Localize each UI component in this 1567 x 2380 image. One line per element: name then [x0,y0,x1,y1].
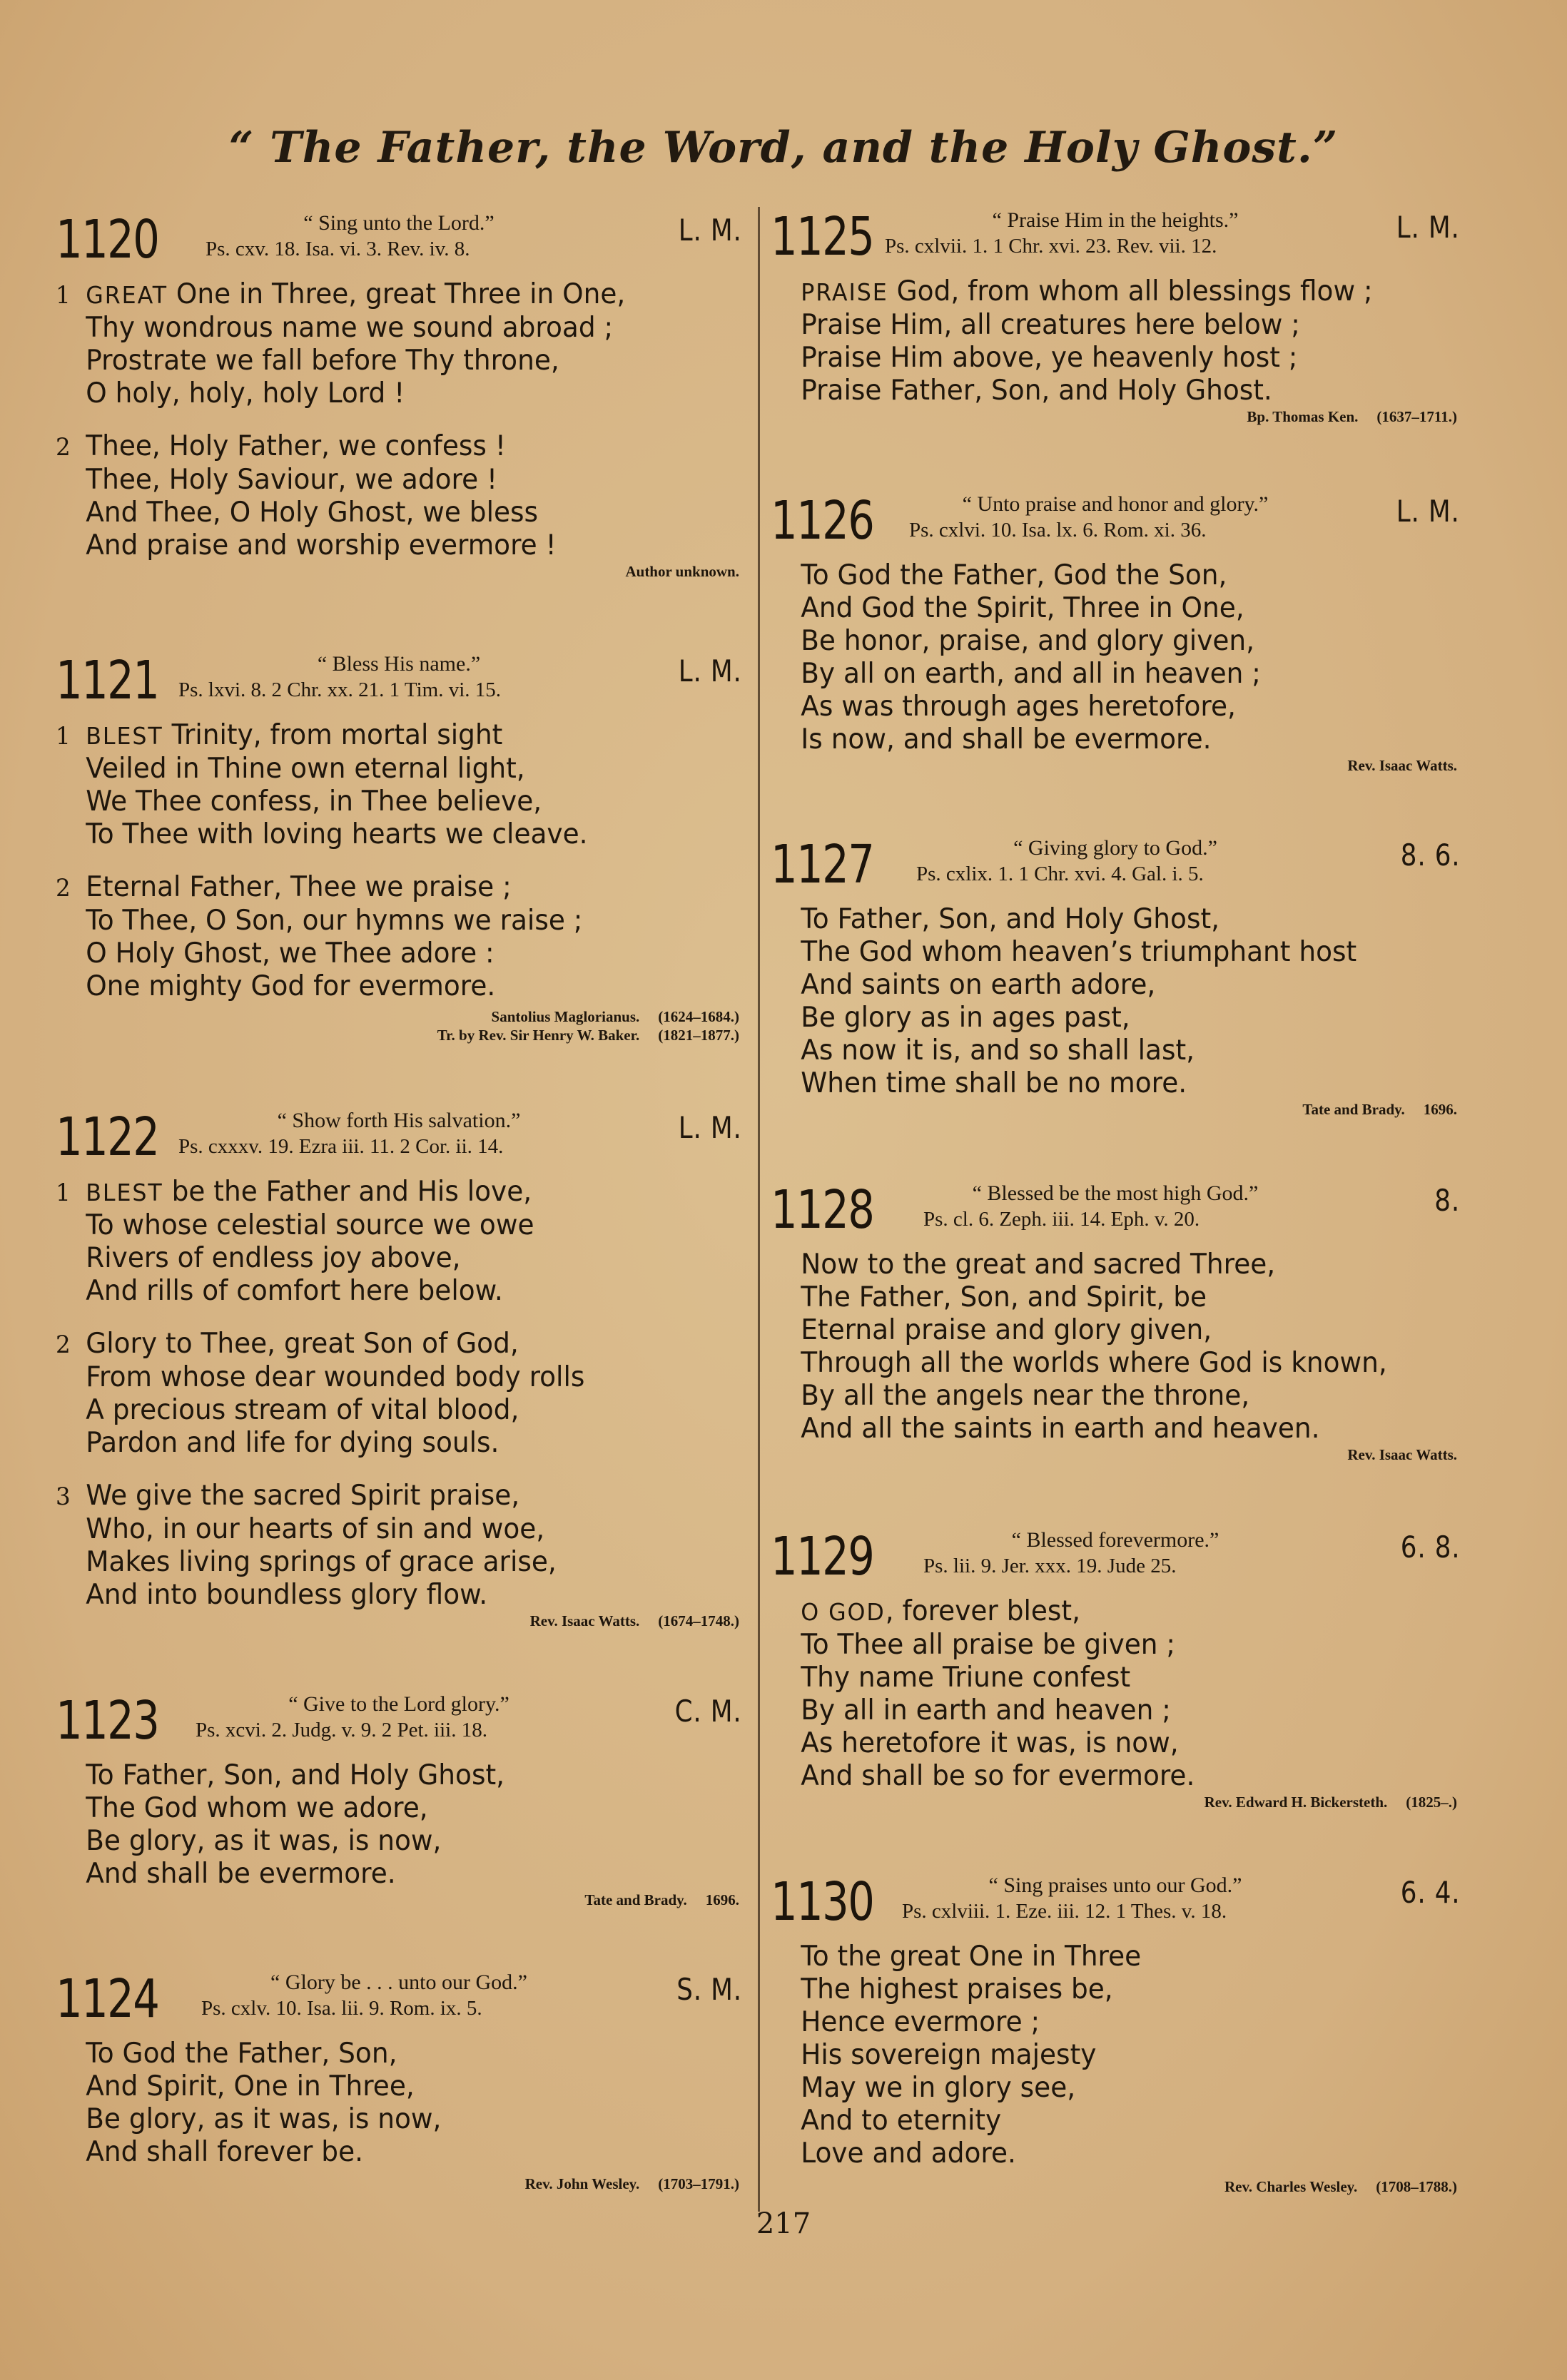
verse-line: Be glory, as it was, is now, [86,2103,442,2135]
meter: L. M. [679,654,742,688]
attribution [56,1026,742,1044]
scripture-refs: Ps. cxlvii. 1. 1 Chr. xvi. 23. Rev. vii. 12. [885,235,1217,258]
hymn-number: 1122 [56,1107,159,1168]
verse-line: To Thee with loving hearts we cleave. [86,818,588,850]
hymn-number: 1127 [771,834,874,895]
meter: L. M. [1396,210,1460,245]
meter: L. M. [1396,494,1460,529]
verse-line: His sovereign majesty [801,2039,1097,2071]
verse-line: The God whom heaven’s triumphant host [801,936,1357,968]
attribution [771,2177,1460,2196]
author-name: Rev. John Wesley. [524,2175,640,2192]
meter: 6. 4. [1400,1875,1460,1910]
verse-line: And shall be so for evermore. [801,1760,1195,1792]
verse-line: Praise Father, Son, and Holy Ghost. [801,375,1272,407]
hymn-subtitle: “ Sing praises unto our God.” [988,1873,1242,1897]
verse-line: O GOD [801,1598,886,1626]
verse-line: By all the angels near the throne, [801,1380,1250,1412]
verse-line: From whose dear wounded body rolls [86,1361,585,1393]
verse-line: The highest praises be, [801,1973,1113,2005]
author-dates: (1624–1684.) [658,1008,739,1025]
verse-line: O Holy Ghost, we Thee adore : [86,937,495,970]
hymn-subtitle: “ Sing unto the Lord.” [303,211,495,235]
scripture-refs: Ps. cxlvi. 10. Isa. lx. 6. Rom. xi. 36. [909,519,1207,541]
hymn-subtitle: “ Glory be . . . unto our God.” [270,1970,527,1994]
hymn-subtitle: “ Show forth His salvation.” [277,1109,521,1132]
verse-line: Praise Him, all creatures here below ; [801,309,1300,341]
verse-line: Now to the great and sacred Three, [801,1249,1276,1281]
verse-line: As now it is, and so shall last, [801,1034,1195,1067]
translator-name: Tr. by Rev. Sir Henry W. Baker. [437,1027,640,1044]
scripture-refs: Ps. xcvi. 2. Judg. v. 9. 2 Pet. iii. 18. [196,1719,487,1741]
verse-line: Thy name Triune confest [801,1662,1131,1694]
verse [56,1176,742,1308]
author-dates: (1708–1788.) [1376,2178,1457,2195]
hymn-1126 [771,491,1460,775]
attribution: Rev. Isaac Watts. [1347,757,1457,774]
hymn-subtitle: “ Blessed forevermore.” [1011,1528,1219,1552]
page-title: “ The Father, the Word, and the Holy Ghost.” [228,123,1339,173]
verse-line: By all in earth and heaven ; [801,1694,1171,1726]
verse-line: Be honor, praise, and glory given, [801,625,1255,657]
verse-line: To whose celestial source we owe [86,1209,534,1241]
hymn-1130 [771,1872,1460,2196]
verse [56,278,742,410]
verse [56,430,742,562]
verse-line: Veiled in Thine own eternal light, [86,753,525,785]
hymn-subtitle: “ Giving glory to God.” [1013,836,1217,860]
verse-line: To Thee all praise be given ; [801,1629,1176,1661]
verse-number: 2 [56,433,71,462]
hymn-1120 [56,210,742,581]
hymn-number: 1124 [56,1968,159,2030]
verse-line: And praise and worship evermore ! [86,529,557,561]
verse-line: And all the saints in earth and heaven. [801,1413,1320,1445]
verse-line: Who, in our hearts of sin and woe, [86,1513,545,1545]
verse-line: Eternal Father, Thee we praise ; [86,871,512,903]
verse-line: The Father, Son, and Spirit, be [801,1281,1207,1313]
verse-line: And Thee, O Holy Ghost, we bless [86,497,539,529]
scripture-refs: Ps. cxlix. 1. 1 Chr. xvi. 4. Gal. i. 5. [916,863,1204,885]
verse-line: Rivers of endless joy above, [86,1242,461,1274]
verse-line: Trinity, from mortal sight [163,719,503,751]
verse-line: And shall forever be. [86,2136,364,2168]
verse-line: We give the sacred Spirit praise, [86,1480,520,1512]
verse-line: As was through ages heretofore, [801,691,1236,723]
hymn-1122 [56,1107,742,1630]
verse-line: Thee, Holy Saviour, we adore ! [86,464,498,496]
verse-line: Love and adore. [801,2137,1016,2170]
verse-line: Prostrate we fall before Thy throne, [86,345,559,377]
verse-line: Thee, Holy Father, we confess ! [86,430,506,462]
verse-line: The God whom we adore, [86,1792,428,1824]
meter: L. M. [679,1110,742,1145]
verse-line: Pardon and life for dying souls. [86,1427,499,1459]
verse [771,559,1460,756]
verse-line: To God the Father, Son, [86,2038,397,2070]
verse-line: Praise Him above, ye heavenly host ; [801,342,1298,374]
hymn-subtitle: “ Give to the Lord glory.” [288,1692,509,1716]
hymn-number: 1128 [771,1179,874,1241]
author-dates: (1703–1791.) [658,2175,739,2192]
verse [56,2038,742,2169]
scripture-refs: Ps. lxvi. 8. 2 Chr. xx. 21. 1 Tim. vi. 15. [178,678,502,701]
verse-line: BLEST [86,722,163,750]
hymn-number: 1129 [771,1526,874,1587]
verse-line: To Father, Son, and Holy Ghost, [86,1759,505,1791]
attribution: Author unknown. [625,563,739,580]
verse-line: Be glory, as it was, is now, [86,1825,442,1857]
verse-line: Through all the worlds where God is known, [801,1347,1387,1379]
verse-line: One in Three, great Three in One, [167,278,626,310]
author-name: Santolius Maglorianus. [491,1008,640,1025]
page-number: 217 [756,2207,811,2240]
meter: 6. 8. [1400,1530,1460,1565]
author-dates: 1696. [705,1891,739,1908]
translator-dates: (1821–1877.) [658,1027,739,1044]
verse-line: , forever blest, [885,1595,1080,1627]
verse-line: A precious stream of vital blood, [86,1394,519,1426]
attribution [771,407,1460,426]
verse [56,1480,742,1612]
hymn-number: 1125 [771,206,874,268]
verse-number: 2 [56,874,71,902]
hymn-number: 1121 [56,650,159,711]
verse [56,1328,742,1460]
author-dates: (1674–1748.) [658,1612,739,1629]
column-divider [758,207,760,2212]
verse [56,719,742,851]
meter: S. M. [676,1972,742,2007]
verse-line: And rills of comfort here below. [86,1275,503,1307]
verse [56,1759,742,1891]
hymn-1128 [771,1180,1460,1464]
author-dates: 1696. [1423,1101,1457,1118]
verse [56,871,742,1003]
verse-number: 1 [56,281,71,310]
attribution [56,1891,742,1909]
verse-line: To Thee, O Son, our hymns we raise ; [86,905,583,937]
scripture-refs: Ps. cxxxv. 19. Ezra iii. 11. 2 Cor. ii. 14. [178,1135,504,1158]
verse-line: Eternal praise and glory given, [801,1314,1212,1346]
hymn-1121 [56,651,742,1044]
verse [771,903,1460,1100]
scripture-refs: Ps. cl. 6. Zeph. iii. 14. Eph. v. 20. [923,1208,1200,1231]
hymn-number: 1130 [771,1871,874,1933]
hymn-subtitle: “ Blessed be the most high God.” [972,1181,1259,1205]
verse [771,1249,1460,1445]
verse-line: One mighty God for evermore. [86,970,496,1002]
verse-line: We Thee confess, in Thee believe, [86,785,542,818]
verse-line: When time shall be no more. [801,1067,1187,1099]
hymn-number: 1123 [56,1690,159,1751]
scripture-refs: Ps. lii. 9. Jer. xxx. 19. Jude 25. [923,1555,1177,1577]
verse-line: To Father, Son, and Holy Ghost, [801,903,1220,935]
verse-line: be the Father and His love, [163,1176,532,1208]
scripture-refs: Ps. cxlv. 10. Isa. lii. 9. Rom. ix. 5. [201,1997,482,2020]
scripture-refs: Ps. cxlviii. 1. Eze. iii. 12. 1 Thes. v. 18. [902,1900,1227,1923]
verse-line: To the great One in Three [801,1941,1142,1973]
verse-line: And into boundless glory flow. [86,1579,488,1611]
author-dates: (1825–.) [1406,1794,1457,1811]
author-dates: (1637–1711.) [1376,408,1457,425]
verse-line: Hence evermore ; [801,2006,1040,2038]
attribution [771,1100,1460,1119]
verse-line: Makes living springs of grace arise, [86,1546,557,1578]
verse-number: 1 [56,1179,71,1207]
verse-line: As heretofore it was, is now, [801,1727,1179,1759]
verse-line: And Spirit, One in Three, [86,2070,415,2102]
author-name: Rev. Charles Wesley. [1224,2178,1358,2195]
author-name: Tate and Brady. [1302,1101,1405,1118]
verse-line: And to eternity [801,2105,1002,2137]
verse-line: BLEST [86,1179,163,1206]
verse-line: Be glory as in ages past, [801,1002,1130,1034]
hymn-1125 [771,207,1460,426]
verse-line: GREAT [86,281,168,309]
verse-line: And saints on earth adore, [801,969,1156,1001]
attribution [56,2175,742,2193]
verse-line: Is now, and shall be evermore. [801,723,1212,756]
attribution [56,1007,742,1026]
hymn-1127 [771,835,1460,1119]
attribution: Rev. Isaac Watts. [1347,1446,1457,1463]
meter: L. M. [679,213,742,248]
verse-line: Thy wondrous name we sound abroad ; [86,312,614,344]
verse-line: To God the Father, God the Son, [801,559,1227,591]
author-name: Tate and Brady. [584,1891,687,1908]
hymn-1124 [56,1969,742,2193]
author-name: Rev. Edward H. Bickersteth. [1204,1794,1388,1811]
verse [771,1595,1460,1793]
verse-line: And shall be evermore. [86,1858,396,1890]
verse-line: By all on earth, and all in heaven ; [801,658,1261,690]
verse-number: 2 [56,1331,71,1359]
hymn-number: 1126 [771,490,874,551]
verse [771,275,1460,407]
hymn-1129 [771,1527,1460,1811]
scripture-refs: Ps. cxv. 18. Isa. vi. 3. Rev. iv. 8. [206,238,470,260]
author-name: Rev. Isaac Watts. [529,1612,640,1629]
meter: 8. 6. [1400,838,1460,873]
verse [771,1941,1460,2170]
attribution [56,1612,742,1630]
hymn-number: 1120 [56,209,159,270]
verse-line: God, from whom all blessings flow ; [888,275,1373,307]
hymn-subtitle: “ Praise Him in the heights.” [992,208,1239,232]
verse-number: 1 [56,722,71,751]
hymn-subtitle: “ Bless His name.” [317,652,481,676]
verse-line: O holy, holy, holy Lord ! [86,377,405,410]
verse-line: May we in glory see, [801,2072,1076,2104]
verse-line: And God the Spirit, Three in One, [801,592,1244,624]
verse-number: 3 [56,1483,71,1511]
meter: 8. [1434,1183,1460,1218]
attribution [771,1793,1460,1811]
hymn-subtitle: “ Unto praise and honor and glory.” [962,492,1269,516]
verse-line: Glory to Thee, great Son of God, [86,1328,519,1360]
verse-line: PRAISE [801,278,888,306]
meter: C. M. [674,1694,742,1729]
author-name: Bp. Thomas Ken. [1247,408,1359,425]
hymn-1123 [56,1691,742,1909]
